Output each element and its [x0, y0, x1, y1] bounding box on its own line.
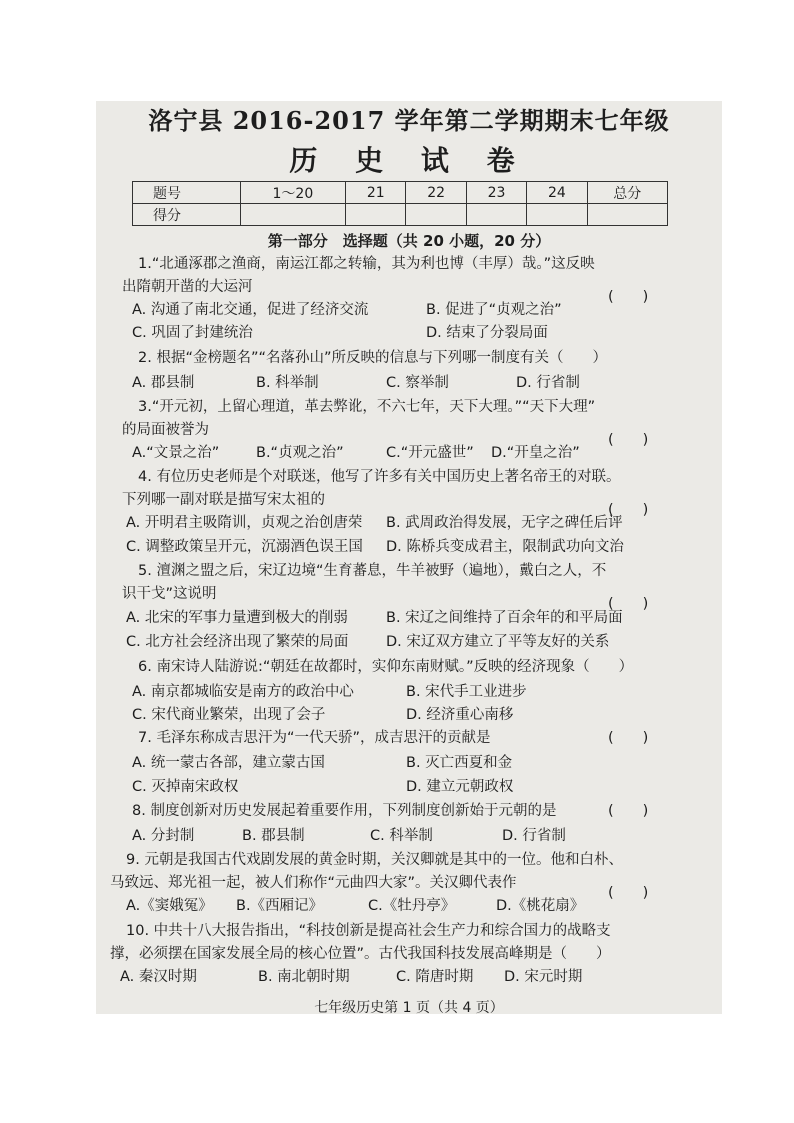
answer-option: D.“开皇之治”: [491, 445, 580, 461]
question-text: 7. 毛泽东称成吉思汗为“一代天骄”，成吉思汗的贡献是: [138, 730, 491, 746]
answer-option: A. 郡县制: [132, 375, 195, 391]
answer-option: C. 察举制: [386, 375, 449, 391]
score-table: [132, 181, 668, 226]
answer-option: D. 宋辽双方建立了平等友好的关系: [386, 634, 610, 650]
question-text: 下列哪一副对联是描写宋太祖的: [122, 492, 325, 508]
score-cell: [587, 204, 667, 226]
answer-option: D. 经济重心南移: [406, 707, 514, 723]
answer-option: D. 陈桥兵变成君主，限制武功向文治: [386, 539, 624, 555]
page-subtitle: 历 史 试 卷: [289, 144, 529, 177]
answer-option: A. 分封制: [132, 828, 195, 844]
answer-bracket: ( ): [608, 502, 649, 518]
question-text: 出隋朝开凿的大运河: [122, 279, 253, 295]
question-text: 的局面被誉为: [122, 422, 209, 438]
answer-bracket: ( ): [608, 730, 649, 746]
answer-bracket: ( ): [608, 803, 649, 819]
answer-option: D. 建立元朝政权: [406, 779, 514, 795]
answer-option: B. 宋代手工业进步: [406, 684, 527, 700]
answer-option: B. 武周政治得发展，无字之碑任后评: [386, 515, 623, 531]
answer-option: C. 宋代商业繁荣，出现了会子: [132, 707, 326, 723]
answer-option: C.《牡丹亭》: [368, 898, 456, 914]
answer-option: A. 北宋的军事力量遭到极大的削弱: [126, 610, 348, 626]
answer-option: D. 结束了分裂局面: [426, 325, 548, 341]
answer-option: C. 北方社会经济出现了繁荣的局面: [126, 634, 349, 650]
page-title: 洛宁县 2016-2017 学年第二学期期末七年级: [148, 106, 670, 135]
question-text: 2. 根据“金榜题名”“名落孙山”所反映的信息与下列哪一制度有关（ ）: [138, 350, 607, 366]
answer-option: D. 宋元时期: [504, 969, 583, 985]
answer-bracket: ( ): [608, 596, 649, 612]
answer-option: B. 灭亡西夏和金: [406, 755, 513, 771]
question-text: 9. 元朝是我国古代戏剧发展的黄金时期，关汉卿就是其中的一位。他和白朴、: [126, 852, 623, 868]
question-text: 4. 有位历史老师是个对联迷，他写了许多有关中国历史上著名帝王的对联。: [138, 469, 621, 485]
question-text: 撑，必须摆在国家发展全局的核心位置”。古代我国科技发展高峰期是（ ）: [110, 946, 611, 962]
answer-option: B. 科举制: [256, 375, 319, 391]
answer-option: C. 隋唐时期: [396, 969, 474, 985]
score-table-score-row: [133, 204, 668, 226]
answer-option: B.《西厢记》: [236, 898, 324, 914]
question-text: 8. 制度创新对历史发展起着重要作用，下列制度创新始于元朝的是: [132, 803, 557, 819]
answer-option: C. 灭掉南宋政权: [132, 779, 239, 795]
score-table-header: 1～20: [240, 182, 345, 204]
score-table-header-row: [133, 182, 668, 204]
answer-bracket: ( ): [608, 289, 649, 305]
page-footer: 七年级历史第 1 页（共 4 页）: [314, 1000, 504, 1014]
answer-option: C. 调整政策呈开元，沉溺酒色误王国: [126, 539, 363, 555]
score-cell: [346, 204, 406, 226]
answer-option: B. 宋辽之间维持了百余年的和平局面: [386, 610, 623, 626]
part-heading: 第一部分 选择题（共 20 小题，20 分）: [267, 232, 551, 250]
score-cell: [527, 204, 587, 226]
answer-option: B. 南北朝时期: [258, 969, 350, 985]
question-text: 5. 澶渊之盟之后，宋辽边境“生育蕃息，牛羊被野（遍地），戴白之人，不: [138, 563, 607, 579]
answer-option: A.《窦娥冤》: [126, 898, 213, 914]
score-table-header: 24: [527, 182, 587, 204]
answer-option: B. 促进了“贞观之治”: [426, 302, 562, 318]
exam-paper: [96, 101, 722, 1014]
answer-option: A. 统一蒙古各部，建立蒙古国: [132, 755, 325, 771]
score-cell: [406, 204, 466, 226]
question-text: 10. 中共十八大报告指出，“科技创新是提高社会生产力和综合国力的战略支: [126, 923, 611, 939]
answer-bracket: ( ): [608, 885, 649, 901]
answer-bracket: ( ): [608, 432, 649, 448]
answer-option: A.“文景之治”: [132, 445, 220, 461]
answer-option: A. 秦汉时期: [120, 969, 197, 985]
score-cell: [466, 204, 526, 226]
answer-option: D. 行省制: [502, 828, 566, 844]
question-text: 识干戈”这说明: [122, 586, 217, 602]
answer-option: C. 巩固了封建统治: [132, 325, 253, 341]
answer-option: C.“开元盛世”: [386, 445, 474, 461]
answer-option: D.《桃花扇》: [496, 898, 585, 914]
score-table-header: 题号: [133, 182, 241, 204]
answer-option: B. 郡县制: [242, 828, 305, 844]
question-text: 马致远、郑光祖一起，被人们称作“元曲四大家”。关汉卿代表作: [110, 875, 517, 891]
answer-option: A. 开明君主吸隋训，贞观之治创唐荣: [126, 515, 363, 531]
score-cell: [240, 204, 345, 226]
score-table-header: 总分: [587, 182, 667, 204]
score-row-label: 得分: [133, 204, 241, 226]
question-text: 3.“开元初，上留心理道，革去弊讹，不六七年，天下大理。”“天下大理”: [138, 399, 596, 415]
score-table-header: 22: [406, 182, 466, 204]
score-table-header: 21: [346, 182, 406, 204]
answer-option: A. 沟通了南北交通，促进了经济交流: [132, 302, 369, 318]
answer-option: D. 行省制: [516, 375, 580, 391]
question-text: 1.“北通涿郡之渔商，南运江都之转输，其为利也博（丰厚）哉。”这反映: [138, 256, 595, 272]
answer-option: A. 南京都城临安是南方的政治中心: [132, 684, 354, 700]
question-text: 6. 南宋诗人陆游说:“朝廷在故都时，实仰东南财赋。”反映的经济现象（ ）: [138, 659, 634, 675]
answer-option: C. 科举制: [370, 828, 433, 844]
answer-option: B.“贞观之治”: [256, 445, 344, 461]
score-table-header: 23: [466, 182, 526, 204]
